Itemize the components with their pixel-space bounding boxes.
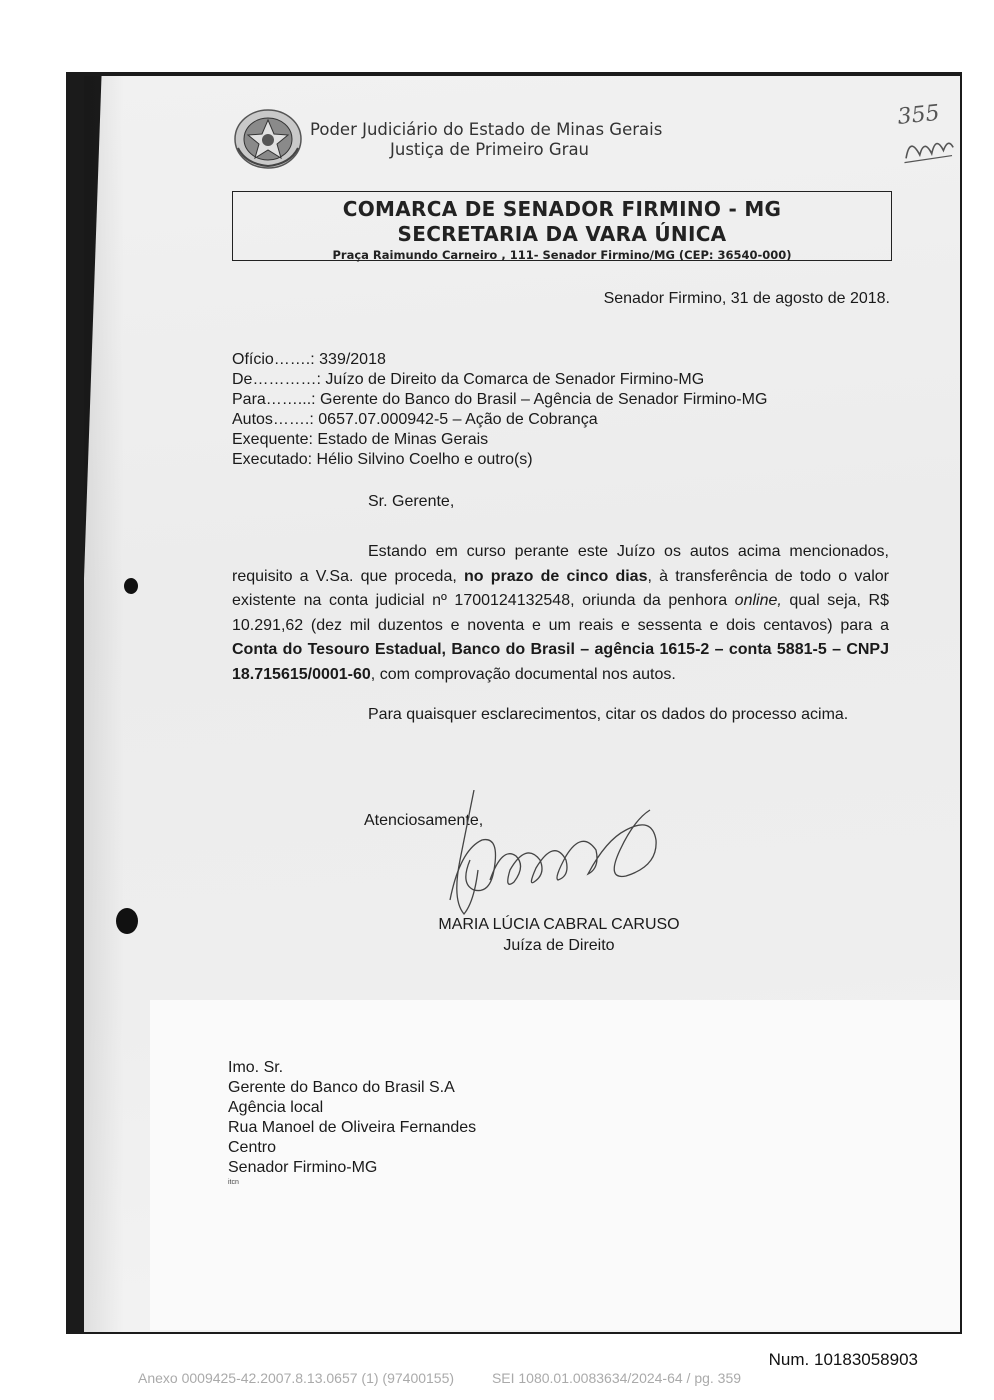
footer-reference xyxy=(138,1370,775,1386)
secretaria-title: SECRETARIA DA VARA ÚNICA xyxy=(397,222,727,246)
comarca-address: Praça Raimundo Carneiro , 111- Senador Firmino/MG (CEP: 36540-000) xyxy=(332,248,792,262)
typist-initials: itcn xyxy=(228,1179,239,1186)
institution-name: Poder Judiciário do Estado de Minas Gerais xyxy=(310,120,663,139)
meta-de: De…………: Juízo de Direito da Comarca de Senador Firmino-MG xyxy=(232,371,705,388)
document-number: Num. 10183058903 xyxy=(768,1350,918,1369)
meta-oficio: Ofício…….: 339/2018 xyxy=(232,351,386,368)
handwritten-scribble xyxy=(899,127,958,169)
footer-sei: SEI 1080.01.0083634/2024-64 / pg. 359 xyxy=(491,1370,742,1386)
punch-hole-lower xyxy=(116,908,138,934)
footer-anexo: Anexo 0009425-42.2007.8.13.0657 (1) (97400155) xyxy=(138,1370,455,1386)
body-paragraph-1: Estando em curso perante este Juízo os autos acima mencionados, requisito a V.Sa. que proceda, no prazo de cinco dias, à transferência de todo o valor existente na conta judicial nº 1700124132548, oriunda da penhora online, qual seja, R$ 10.291,62 (dez mil duzentos e noventa e um reais e sessenta e dois centavos) para a Conta do Tesouro Estadual, Banco do Brasil – agência 1615-2 – conta 5881-5 – CNPJ 18.715615/0001-60, com comprovação documental nos autos. xyxy=(232,543,890,683)
date-line: Senador Firmino, 31 de agosto de 2018. xyxy=(603,290,890,307)
meta-para: Para……...: Gerente do Banco do Brasil – Agência de Senador Firmino-MG xyxy=(232,391,768,408)
comarca-box xyxy=(232,191,892,261)
handwritten-page-number: 355 xyxy=(896,97,960,177)
signer-role: Juíza de Direito xyxy=(503,937,615,954)
punch-hole-upper xyxy=(124,578,138,594)
instance-name: Justiça de Primeiro Grau xyxy=(390,140,590,159)
handwritten-signature xyxy=(430,790,680,920)
addressee-block: Imo. Sr. Gerente do Banco do Brasil S.A Agência local Rua Manoel de Oliveira Fernandes Centro Senador Firmino-MG itcn xyxy=(228,1059,477,1186)
comarca-title: COMARCA DE SENADOR FIRMINO - MG xyxy=(342,197,782,221)
coat-of-arms-seal xyxy=(232,108,304,170)
letter-body xyxy=(232,540,889,728)
oficio-meta xyxy=(232,350,767,470)
meta-exequente: Exequente: Estado de Minas Gerais xyxy=(232,431,489,448)
signer-name: MARIA LÚCIA CABRAL CARUSO xyxy=(438,916,680,933)
institution-header xyxy=(310,120,662,160)
body-paragraph-2: Para quaisquer esclarecimentos, citar os dados do processo acima. xyxy=(368,706,849,723)
meta-autos: Autos…….: 0657.07.000942-5 – Ação de Cobrança xyxy=(232,411,598,428)
meta-executado: Executado: Hélio Silvino Coelho e outro(s) xyxy=(232,451,533,468)
signer-block xyxy=(424,914,694,956)
paper-fold-shadow xyxy=(84,76,124,1332)
closing-text: Atenciosamente, xyxy=(364,812,484,829)
salutation: Sr. Gerente, xyxy=(368,493,455,510)
